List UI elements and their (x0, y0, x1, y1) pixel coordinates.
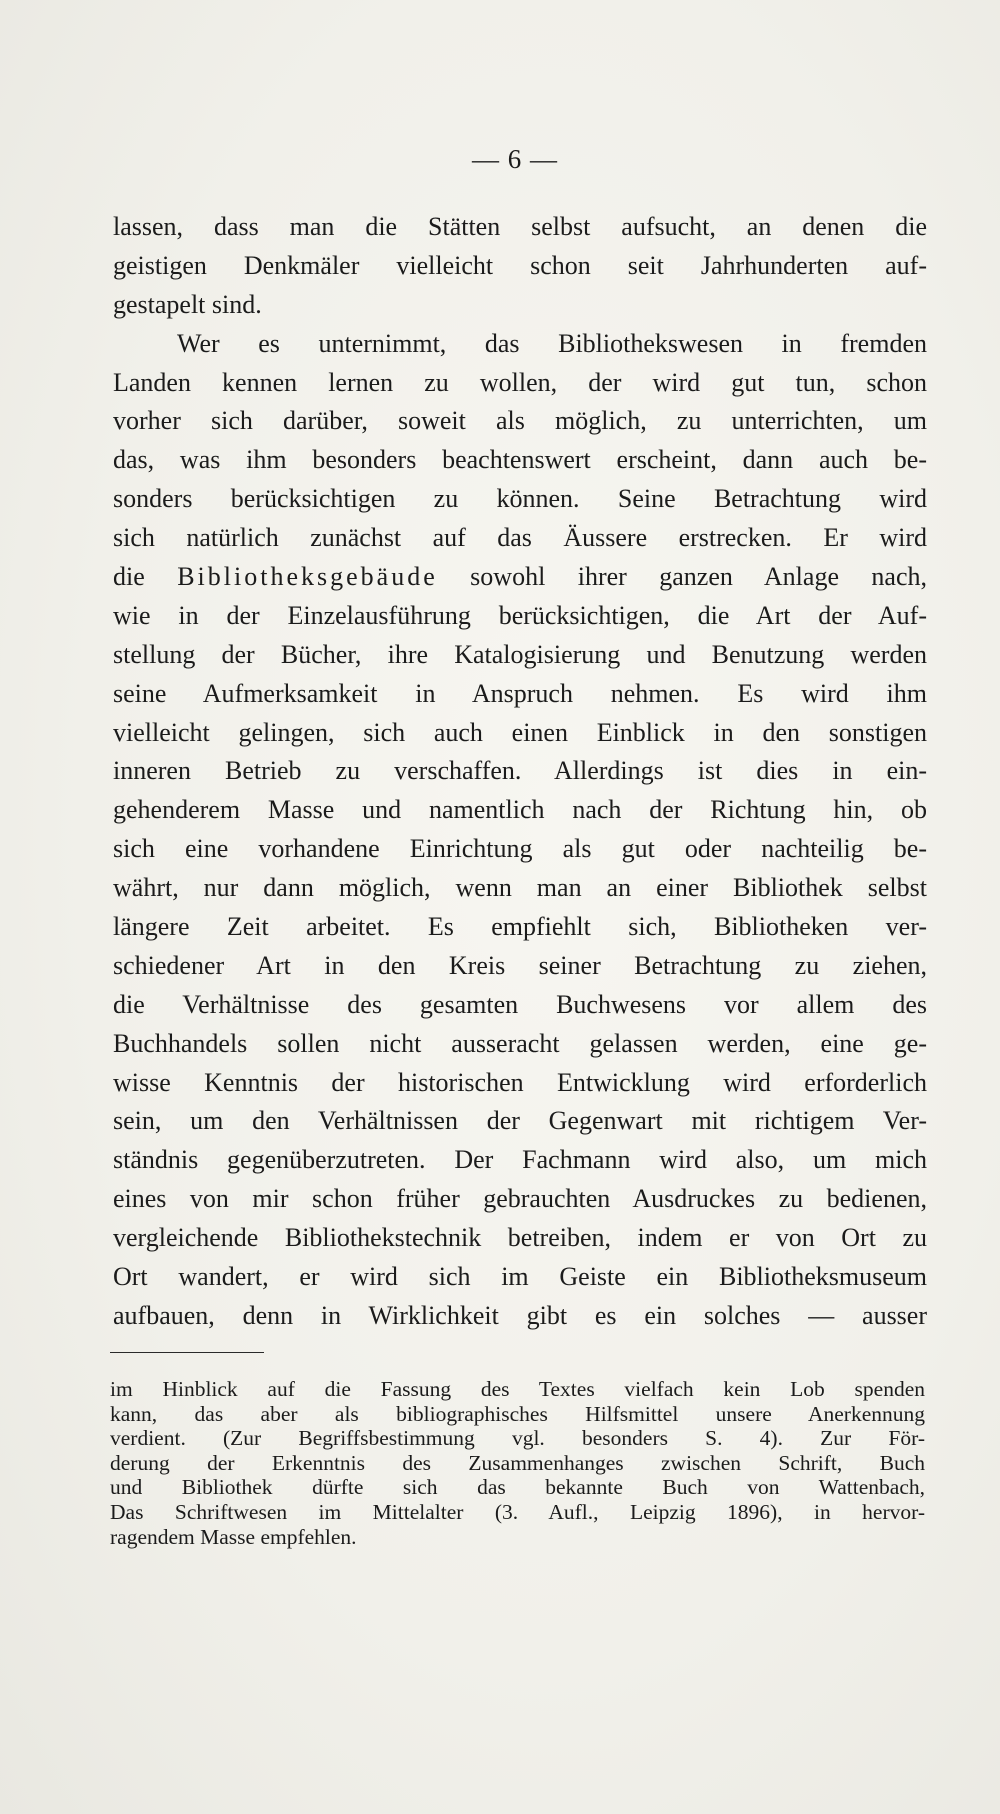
footnote-line: verdient. (Zur Begriffsbestimmung vgl. besonders S. 4). Zur För- (110, 1426, 925, 1451)
footnote-line: kann, das aber als bibliographisches Hilfsmittel unsere Anerkennung (110, 1401, 925, 1426)
text-line: das, was ihm besonders beachtenswert erscheint, dann auch be- (113, 445, 927, 475)
footnote-block (110, 1377, 925, 1549)
text-line: lassen, dass man die Stätten selbst aufsucht, an denen die (113, 212, 927, 241)
text-line: ständnis gegenüberzutreten. Der Fachmann wird also, um mich (113, 1145, 927, 1175)
text-fragment: sowohl ihrer ganzen Anlage nach, (437, 562, 927, 592)
text-line: sein, um den Verhältnissen der Gegenwart mit richtigem Ver- (113, 1106, 927, 1136)
text-line: sich eine vorhandene Einrichtung als gut oder nachteilig be- (113, 834, 927, 864)
text-line: Buchhandels sollen nicht ausseracht gelassen werden, eine ge- (113, 1028, 927, 1058)
page-number: — 6 — (472, 144, 558, 174)
text-line: stellung der Bücher, ihre Katalogisierung und Benutzung werden (113, 639, 927, 669)
text-line: vergleichende Bibliothekstechnik betreiben, indem er von Ort zu (113, 1223, 927, 1253)
text-line: eines von mir schon früher gebrauchten Ausdruckes zu bedienen, (113, 1184, 927, 1214)
text-fragment: die (113, 562, 178, 592)
text-line: aufbauen, denn in Wirklichkeit gibt es ein solches — ausser (113, 1300, 927, 1330)
text-line: Landen kennen lernen zu wollen, der wird gut tun, schon (113, 367, 927, 397)
footnote-line: Das Schriftwesen im Mittelalter (3. Aufl., Leipzig 1896), in hervor- (110, 1499, 925, 1524)
text-line: seine Aufmerksamkeit in Anspruch nehmen. Es wird ihm (113, 678, 927, 708)
text-line: wie in der Einzelausführung berücksichtigen, die Art der Auf- (113, 600, 927, 630)
text-line: gestapelt sind. (113, 289, 262, 319)
text-line: vielleicht gelingen, sich auch einen Einblick in den sonstigen (113, 717, 927, 747)
text-line: gehenderem Masse und namentlich nach der Richtung hin, ob (113, 795, 927, 825)
paragraph-start-line: Wer es unternimmt, das Bibliothekswesen in fremden (177, 328, 927, 358)
footnote-line: im Hinblick auf die Fassung des Textes vielfach kein Lob spenden (110, 1377, 925, 1401)
text-line: geistigen Denkmäler vielleicht schon seit Jahrhunderten auf- (113, 250, 927, 280)
text-line: wisse Kenntnis der historischen Entwicklung wird erforderlich (113, 1067, 927, 1097)
footnote-line: ragendem Masse empfehlen. (110, 1524, 357, 1549)
text-line: inneren Betrieb zu verschaffen. Allerdings ist dies in ein- (113, 756, 927, 786)
footnote-line: derung der Erkenntnis des Zusammenhanges zwischen Schrift, Buch (110, 1450, 925, 1475)
main-text-block (113, 208, 927, 1336)
footnote-divider (110, 1352, 264, 1353)
spaced-emphasis-word: Bibliotheksgebäude (177, 562, 438, 592)
text-line: die Verhältnisse des gesamten Buchwesens vor allem des (113, 989, 927, 1019)
text-line: vorher sich darüber, soweit als möglich, zu unterrichten, um (113, 406, 927, 436)
text-line: schiedener Art in den Kreis seiner Betrachtung zu ziehen, (113, 950, 927, 980)
text-line: längere Zeit arbeitet. Es empfiehlt sich, Bibliotheken ver- (113, 912, 927, 942)
text-line-spaced (113, 558, 927, 597)
text-line: sich natürlich zunächst auf das Äussere erstrecken. Er wird (113, 523, 927, 553)
text-line: sonders berücksichtigen zu können. Seine Betrachtung wird (113, 484, 927, 514)
text-line: Ort wandert, er wird sich im Geiste ein Bibliotheksmuseum (113, 1262, 927, 1292)
footnote-line: und Bibliothek dürfte sich das bekannte Buch von Wattenbach, (110, 1475, 925, 1500)
text-line: währt, nur dann möglich, wenn man an einer Bibliothek selbst (113, 873, 927, 903)
